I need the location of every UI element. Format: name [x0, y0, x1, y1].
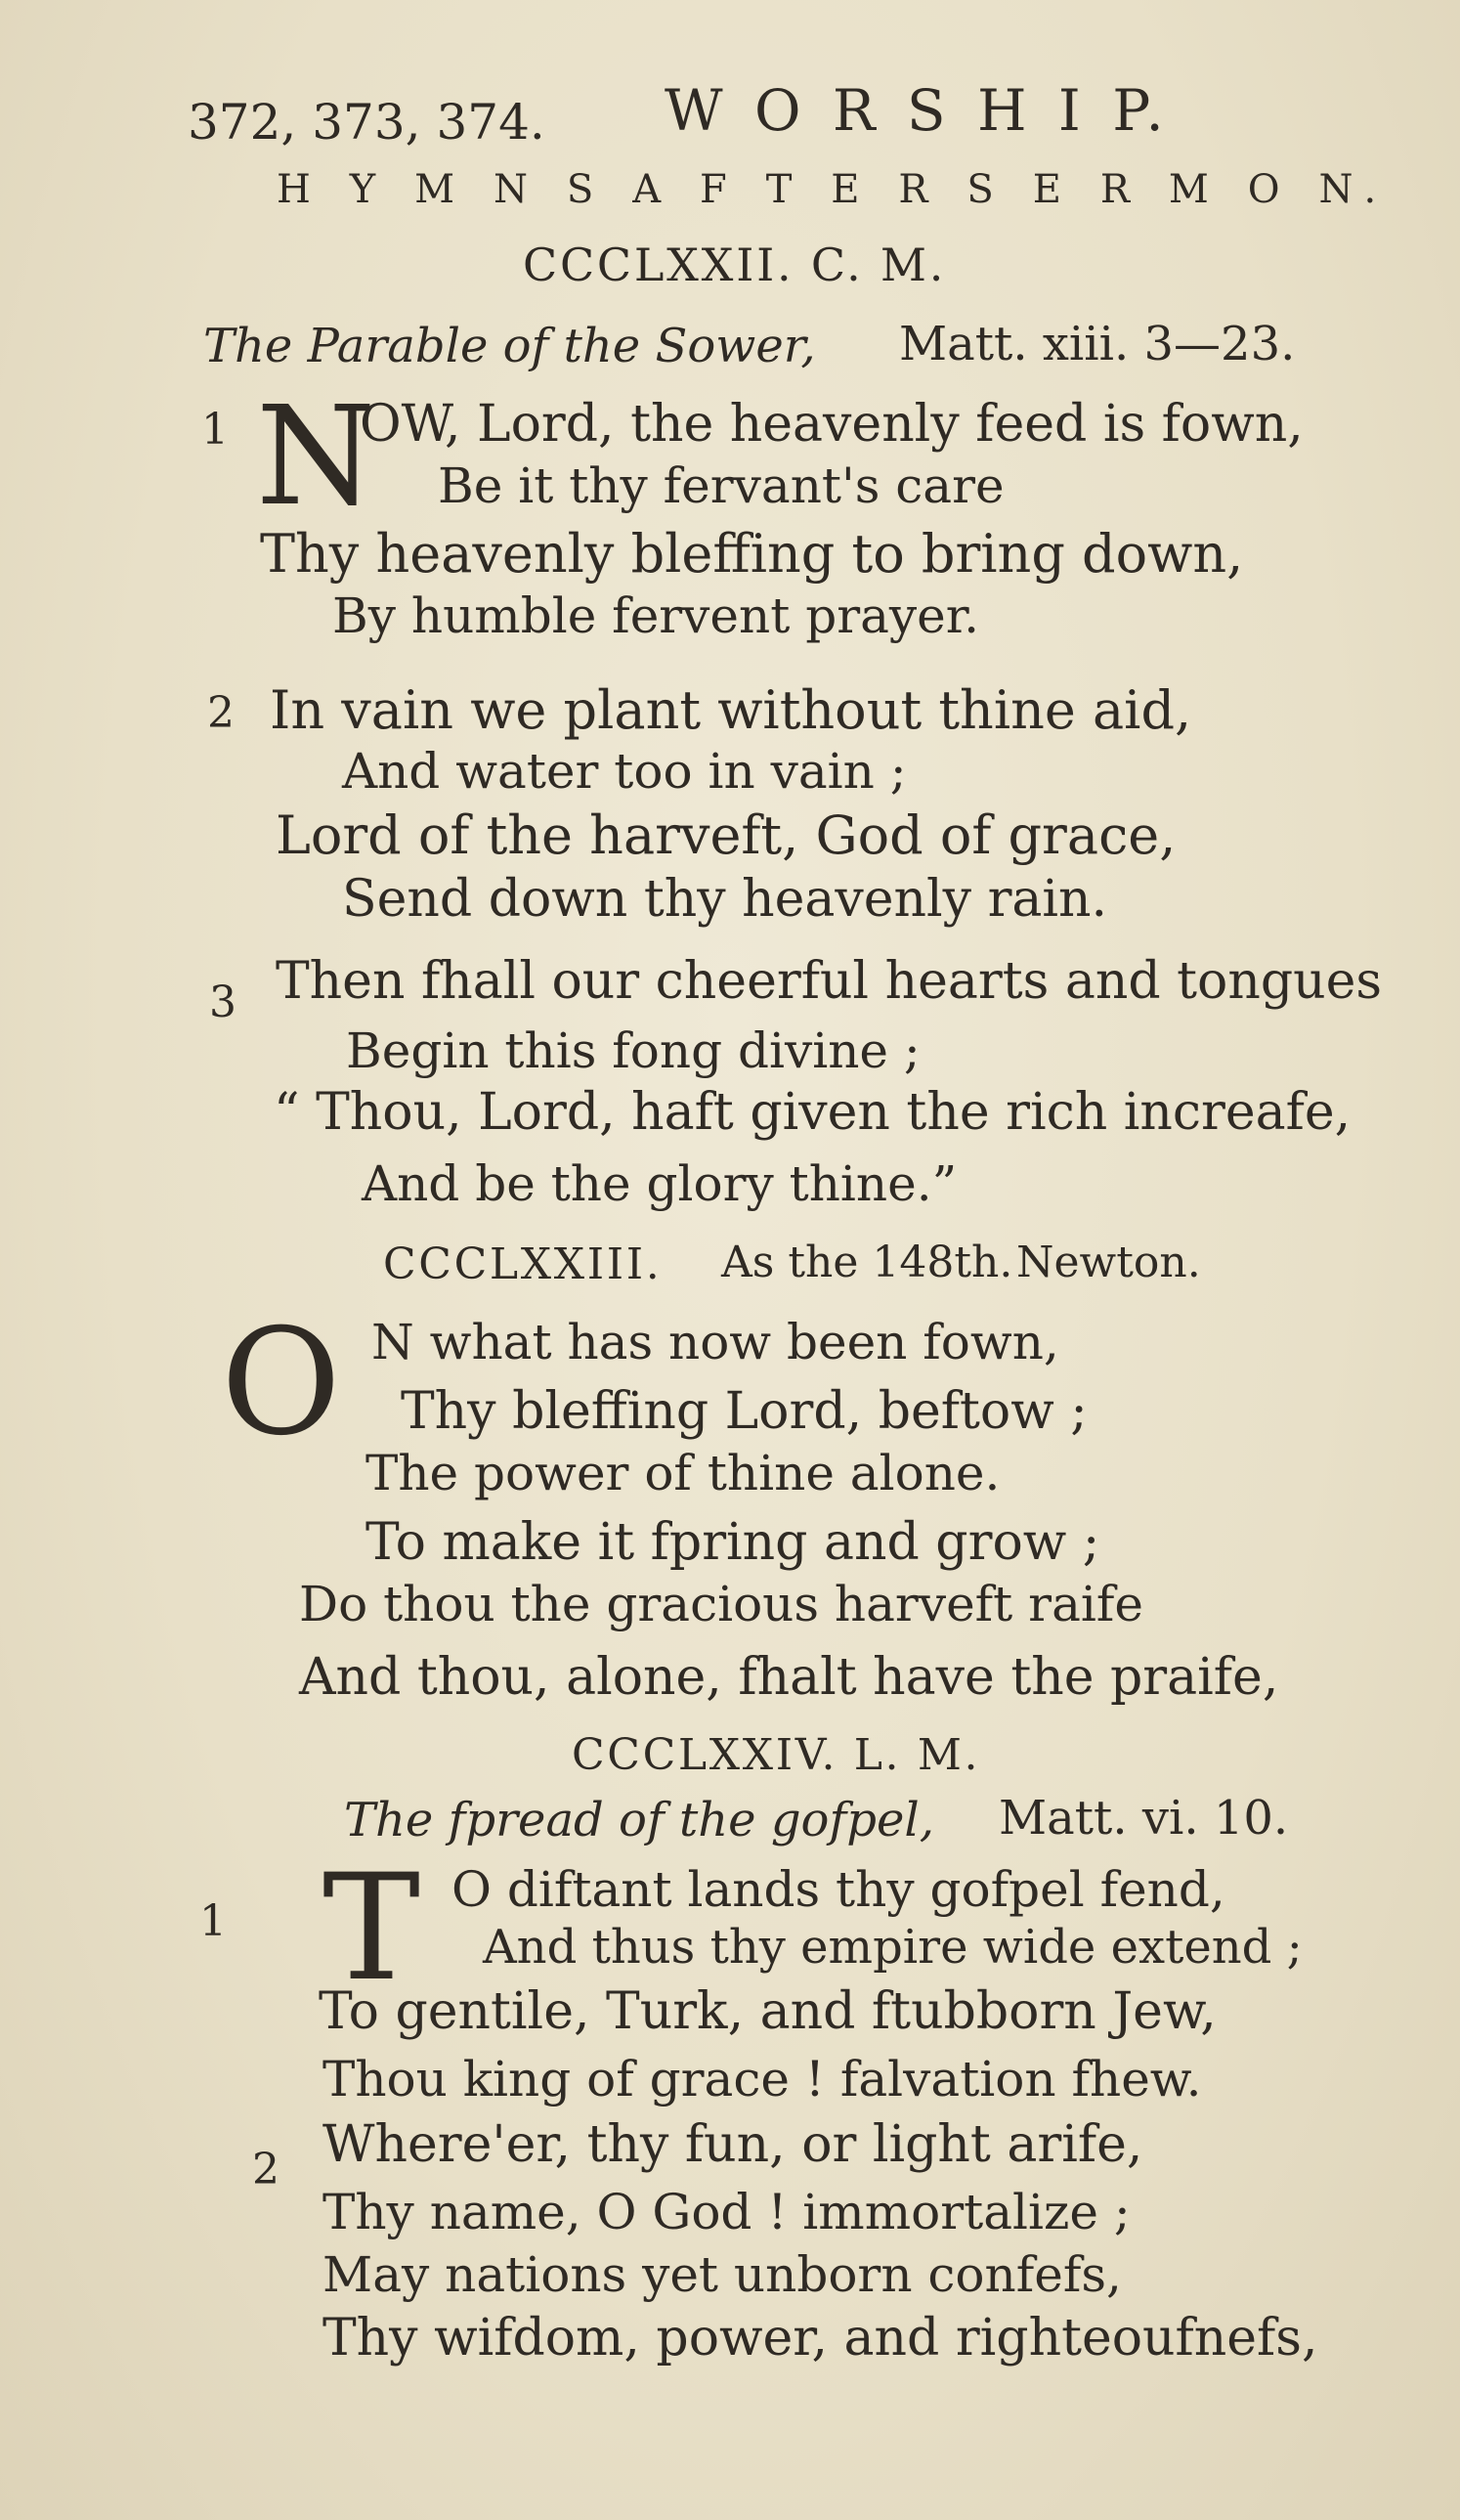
verse-line: Begin this fong divine ; — [346, 1022, 921, 1079]
verse-line: And thus thy empire wide extend ; — [483, 1920, 1303, 1975]
running-title: W O R S H I P. — [665, 77, 1171, 144]
verse-line: Thy wifdom, power, and righteoufnefs, — [322, 2309, 1318, 2368]
hymn-374-reference: Matt. vi. 10. — [999, 1791, 1289, 1846]
verse-number: 3 — [209, 978, 236, 1027]
drop-cap-o: O — [221, 1298, 341, 1468]
verse-line: Be it thy fervant's care — [438, 457, 1005, 514]
hymn-373-heading: CCCLXXIII. — [383, 1239, 663, 1289]
verse-line: Where'er, thy fun, or light arife, — [322, 2115, 1143, 2174]
verse-line: Do thou the gracious harveft raife — [299, 1576, 1143, 1632]
hymn-372-reference: Matt. xiii. 3—23. — [899, 317, 1296, 371]
hymn-372-heading: CCCLXXII. C. M. — [523, 239, 947, 291]
hymn-374-subject: The fpread of the gofpel, — [344, 1793, 934, 1847]
hymn-373-author: Newton. — [1016, 1238, 1201, 1287]
verse-number: 2 — [252, 2145, 279, 2194]
verse-line: In vain we plant without thine aid, — [270, 679, 1192, 741]
verse-line: And be the glory thine.” — [362, 1155, 958, 1212]
verse-line: Send down thy heavenly rain. — [342, 870, 1108, 929]
hymn-372-subject: The Parable of the Sower, — [203, 319, 816, 373]
verse-line: And thou, alone, fhalt have the praife, — [299, 1648, 1279, 1707]
verse-line: Lord of the harveft, God of grace, — [276, 804, 1177, 866]
verse-line: May nations yet unborn confefs, — [322, 2246, 1122, 2303]
verse-number: 1 — [201, 405, 229, 455]
verse-line: Thy bleffing Lord, beftow ; — [401, 1382, 1088, 1441]
verse-number: 1 — [199, 1896, 227, 1946]
verse-line: O diftant lands thy gofpel fend, — [451, 1861, 1225, 1918]
verse-line: To make it fpring and grow ; — [365, 1513, 1100, 1572]
verse-number: 2 — [207, 688, 235, 738]
verse-line: And water too in vain ; — [342, 743, 907, 800]
verse-line: OW, Lord, the heavenly feed is fown, — [360, 395, 1304, 454]
verse-line: Thou king of grace ! falvation fhew. — [322, 2051, 1202, 2107]
hymn-374-heading: CCCLXXIV. L. M. — [572, 1730, 981, 1780]
verse-line: “ Thou, Lord, haft given the rich increafe, — [274, 1083, 1352, 1142]
verse-line: Thy name, O God ! immortalize ; — [322, 2184, 1131, 2240]
verse-line: To gentile, Turk, and ftubborn Jew, — [319, 1982, 1217, 2041]
section-subtitle: H Y M N S A F T E R S E R M O N. — [277, 167, 1390, 212]
drop-cap-t: T — [322, 1844, 421, 2014]
drop-cap-n: N — [256, 377, 376, 537]
verse-line: Thy heavenly bleffing to bring down, — [260, 523, 1244, 585]
verse-line: Then fhall our cheerful hearts and tongues — [276, 952, 1383, 1011]
verse-line: N what has now been fown, — [371, 1314, 1059, 1370]
verse-line: The power of thine alone. — [365, 1445, 1001, 1501]
page-numbers: 372, 373, 374. — [188, 94, 545, 151]
verse-line: By humble fervent prayer. — [332, 587, 980, 644]
hymn-373-meter: As the 148th. — [721, 1238, 1013, 1287]
